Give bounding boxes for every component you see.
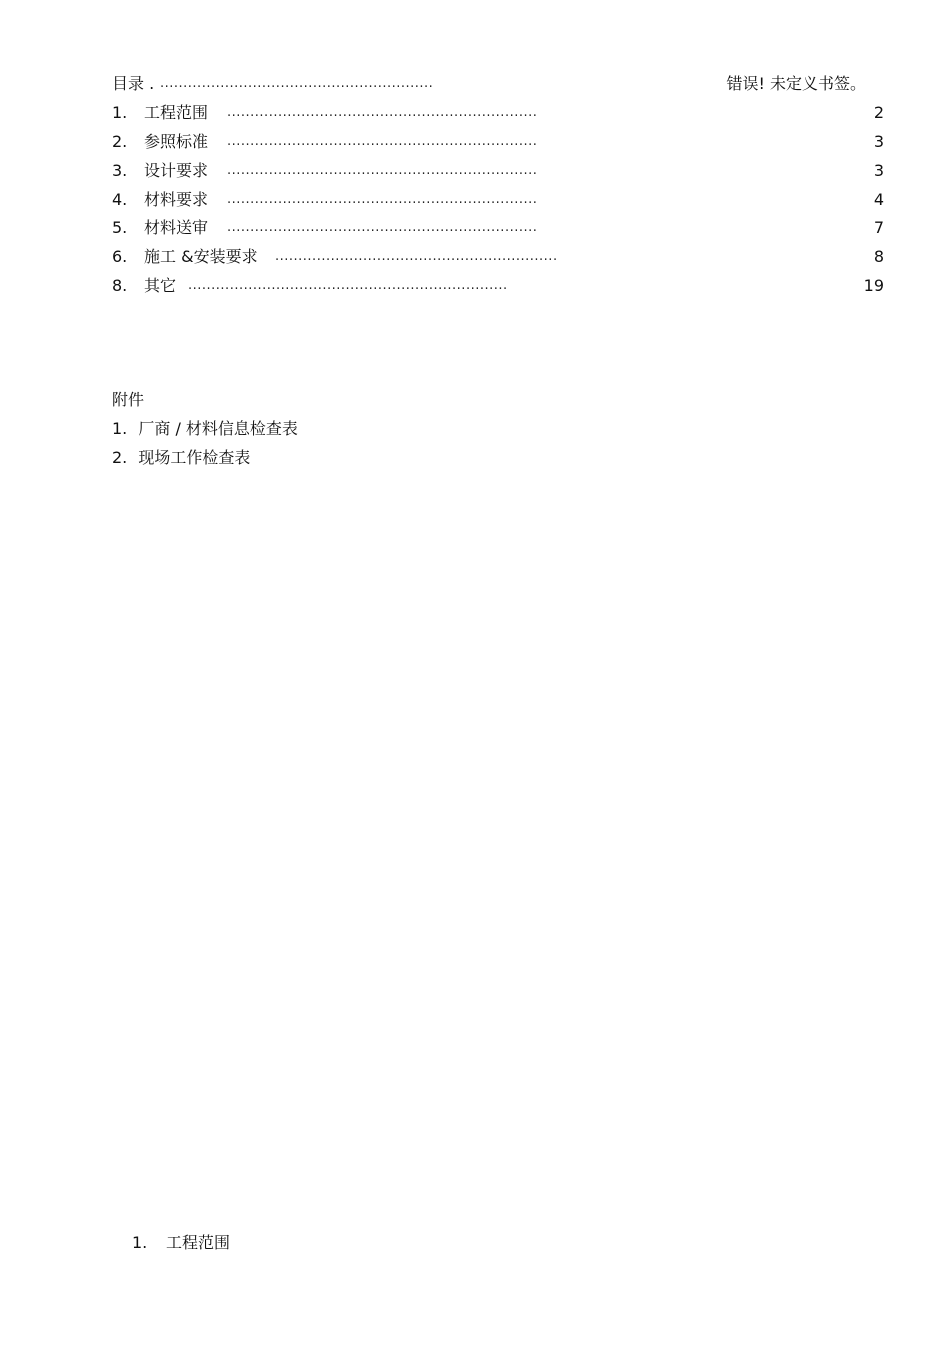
appendix-item[interactable] [112, 417, 298, 441]
section-heading-title: 工程范围 [166, 1233, 231, 1252]
toc-entry-title: 工程范围 [144, 103, 209, 122]
toc-entry-number: 1. [112, 103, 128, 122]
toc-entry[interactable] [112, 101, 884, 125]
toc-entry[interactable] [112, 130, 884, 154]
toc-entry-leader-dots: ................................................................... [227, 105, 538, 120]
appendix-item-number: 2. [112, 448, 128, 467]
toc-entry-title: 施工 &安装要求 [144, 247, 258, 266]
toc-entry-leader-dots: ............................................................. [275, 249, 558, 264]
appendix-item-text: 现场工作检查表 [138, 448, 251, 467]
toc-title: 目录 . [112, 74, 155, 93]
toc-entry[interactable] [112, 274, 884, 298]
toc-entry-leader-dots: ................................................................... [227, 134, 538, 149]
toc-entry-title: 参照标准 [144, 132, 209, 151]
toc-entry-number: 2. [112, 132, 128, 151]
toc-entry[interactable] [112, 245, 884, 269]
toc-entry-number: 6. [112, 247, 128, 266]
toc-entry[interactable] [112, 216, 884, 240]
toc-entry-page: 8 [873, 247, 884, 266]
toc-header-row[interactable] [112, 72, 884, 96]
toc-entry-page: 2 [873, 103, 884, 122]
toc-header-error-text: 错误! 未定义书签。 [726, 74, 866, 93]
toc-header-leader-dots: ........................................................... [160, 76, 434, 91]
appendix-item-text: 厂商 / 材料信息检查表 [138, 419, 298, 438]
toc-entry-leader-dots: ................................................................... [227, 163, 538, 178]
toc-entry-page: 19 [863, 276, 884, 295]
section-heading [132, 1231, 230, 1255]
appendix-item-number: 1. [112, 419, 128, 438]
toc-entry-title: 材料送审 [144, 218, 209, 237]
toc-entry-title: 其它 [144, 276, 177, 295]
toc-entry-page: 3 [873, 132, 884, 151]
toc-entry-leader-dots: ................................................................... [227, 192, 538, 207]
toc-entry-title: 设计要求 [144, 161, 209, 180]
toc-entry-page: 3 [873, 161, 884, 180]
toc-entry[interactable] [112, 159, 884, 183]
appendix-item[interactable] [112, 446, 250, 470]
toc-entry-number: 8. [112, 276, 128, 295]
appendix-title: 附件 [112, 390, 145, 409]
toc-entry-number: 5. [112, 218, 128, 237]
toc-entry-leader-dots: ................................................................... [227, 220, 538, 235]
toc-entry-page: 4 [873, 190, 884, 209]
toc-entry-title: 材料要求 [144, 190, 209, 209]
toc-entry-page: 7 [873, 218, 884, 237]
toc-entry-number: 3. [112, 161, 128, 180]
toc-entry-number: 4. [112, 190, 128, 209]
toc-entry[interactable] [112, 188, 884, 212]
section-heading-number: 1. [132, 1233, 148, 1252]
toc-entry-leader-dots: ..................................................................... [188, 278, 508, 293]
